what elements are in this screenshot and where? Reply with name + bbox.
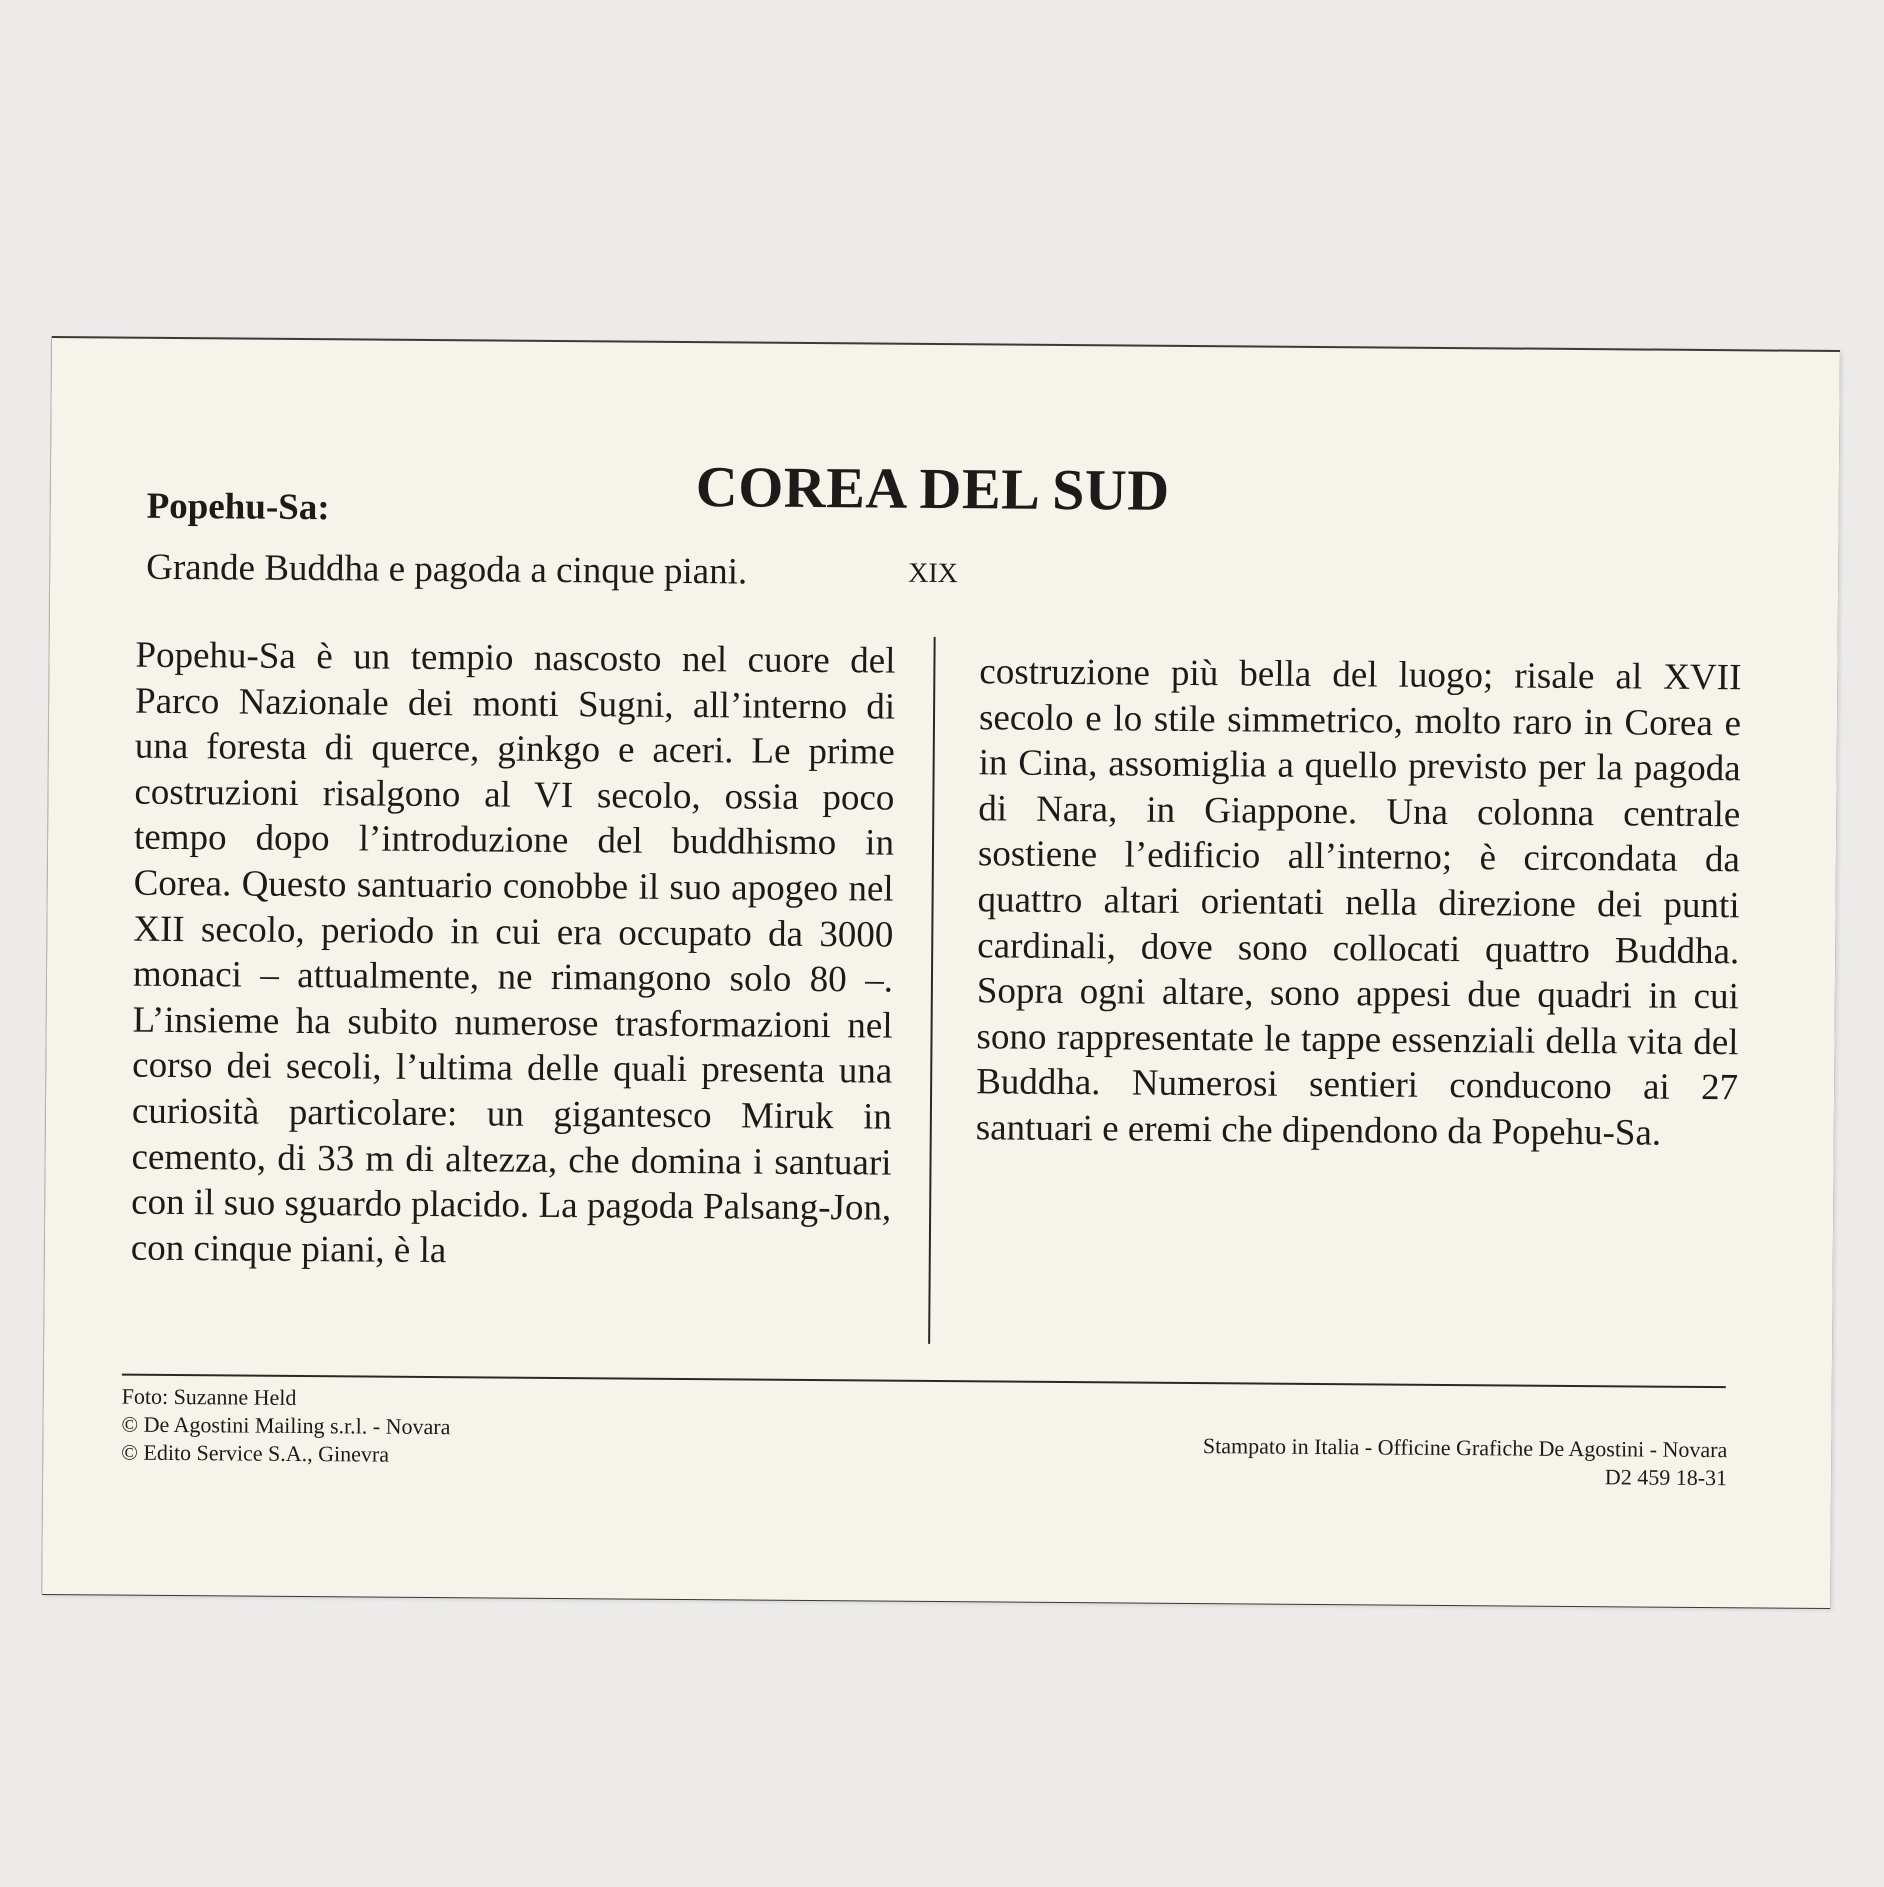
country-title: COREA DEL SUD: [695, 454, 1170, 523]
card-number: XIX: [908, 557, 959, 590]
copyright-line: © De Agostini Mailing s.r.l. - Novara: [121, 1411, 451, 1440]
body-text-right: costruzione più bella del luogo; risale al XVII secolo e lo stile simmetrico, molto raro in Corea e in Cina, assomiglia a quello previsto per la pagoda di Nara, in Giappone. Una colonna centrale sostiene l’edificio all’interno; è circondata da quattro altari orientati nella direzione dei punti cardinali, dove sono collocati quattro Buddha. Sopra ogni altare, sono appesi due quadri in cui sono rappresentate le tappe essenziali della vita del Buddha. Numerosi sentieri conducono ai 27 santuari e eremi che dipendono da Popehu-Sa.: [975, 651, 1742, 1154]
credits: [121, 1383, 451, 1470]
product-code: D2 459 18-31: [1604, 1464, 1728, 1491]
printer-line: Stampato in Italia - Officine Grafiche De Agostini - Novara: [1202, 1433, 1728, 1463]
subtitle: Grande Buddha e pagoda a cinque piani.: [146, 546, 748, 593]
printer-info: [1203, 1432, 1728, 1492]
copyright-line: © Edito Service S.A., Ginevra: [121, 1439, 390, 1467]
column-divider: [928, 637, 936, 1344]
postcard-back: [42, 336, 1840, 1608]
place-title: Popehu-Sa:: [146, 485, 330, 529]
postcard-content: [42, 338, 1840, 1608]
photo-credit: Foto: Suzanne Held: [121, 1383, 297, 1410]
body-text-left: Popehu-Sa è un tempio nascosto nel cuore del Parco Nazionale dei monti Sugni, all’interno di una foresta di querce, ginkgo e aceri. Le prime costruzioni risalgono al VI secolo, ossia poco tempo dopo l’introduzione del buddhismo in Corea. Questo santuario conobbe il suo apogeo nel XII secolo, periodo in cui era occupato da 3000 monaci – attualmente, ne rimangono solo 80 –. L’insieme ha subito numerose trasformazioni nel corso dei secoli, l’ultima delle quali presenta una curiosità particolare: un gigantesco Miruk in cemento, di 33 m di altezza, che domina i santuari con il suo sguardo placido. La pagoda Palsang-Jon, con cinque piani, è la: [130, 634, 896, 1271]
